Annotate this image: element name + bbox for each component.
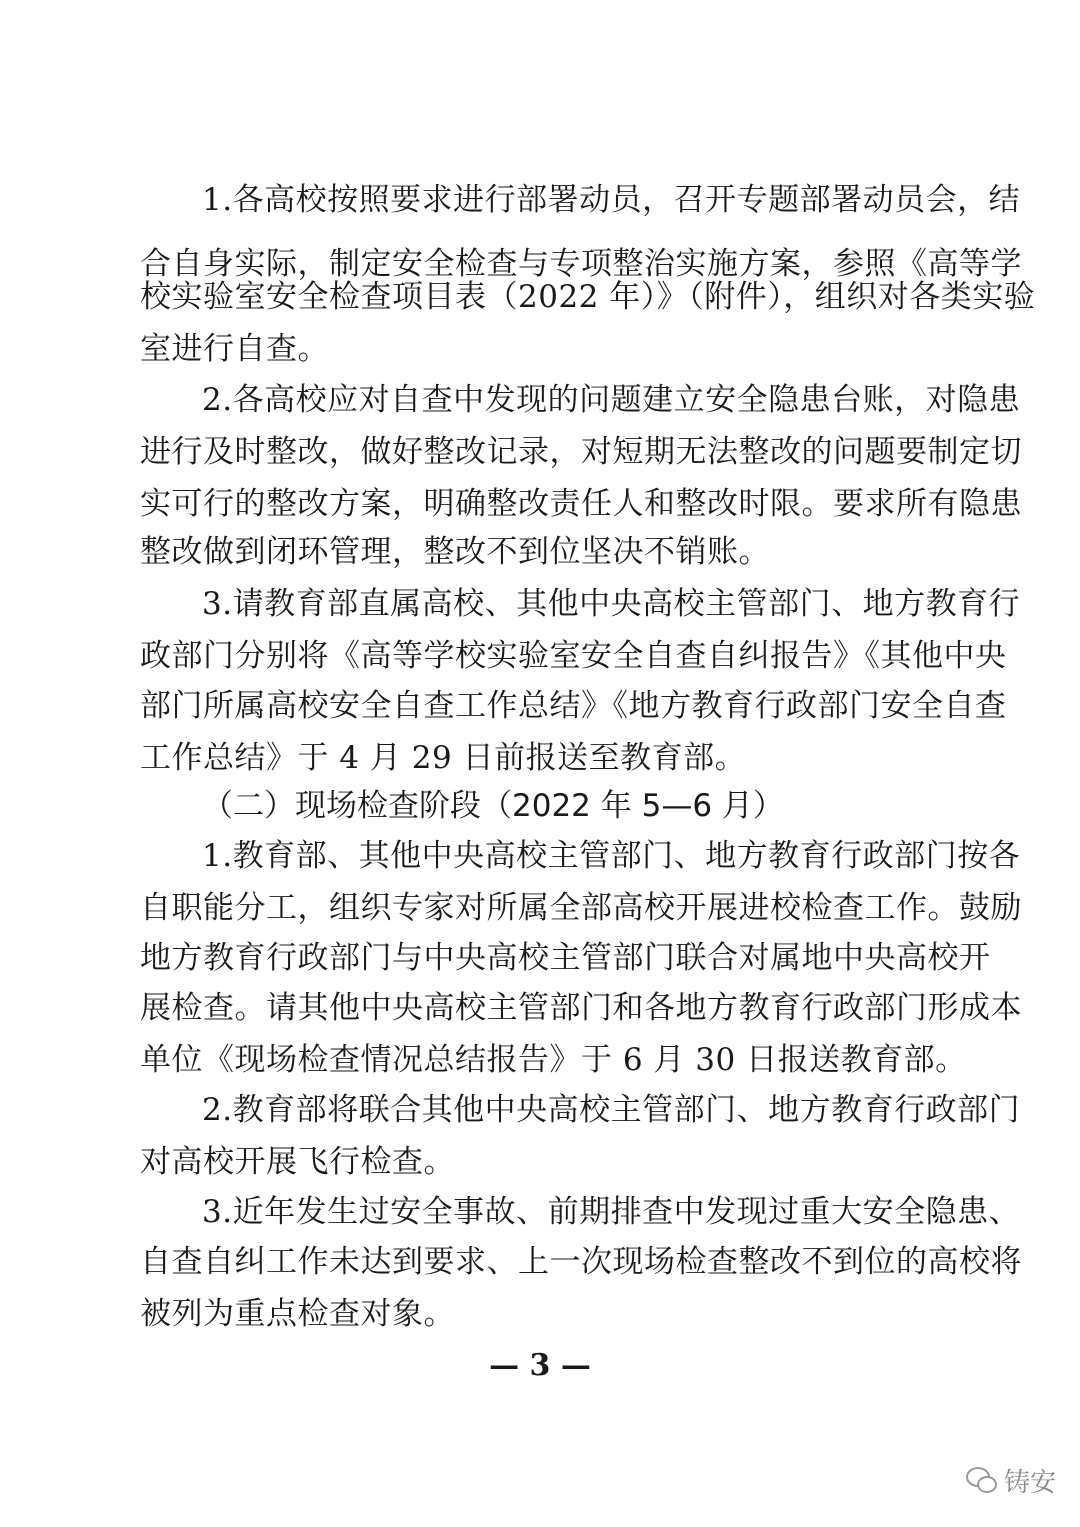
wechat-icon [966, 1467, 996, 1493]
text-line: 校实验室安全检查项目表（2022 年）》（附件），组织对各类实验 [140, 279, 1036, 315]
text-line: 室进行自查。 [140, 331, 329, 367]
watermark [966, 1460, 1056, 1500]
text-line: 自查自纠工作未达到要求、上一次现场检查整改不到位的高校将 [140, 1244, 1022, 1280]
text-line: 3.近年发生过安全事故、前期排查中发现过重大安全隐患、 [202, 1194, 1021, 1230]
text-line: 1.教育部、其他中央高校主管部门、地方教育行政部门按各 [202, 838, 1021, 874]
text-line: 3.请教育部直属高校、其他中央高校主管部门、地方教育行 [202, 586, 1021, 622]
text-line: 地方教育行政部门与中央高校主管部门联合对属地中央高校开 [140, 940, 991, 976]
text-line: 实可行的整改方案，明确整改责任人和整改时限。要求所有隐患 [140, 486, 1022, 522]
text-line: 2.各高校应对自查中发现的问题建立安全隐患台账，对隐患 [202, 382, 1021, 418]
text-line: 政部门分别将《高等学校实验室安全自查自纠报告》《其他中央 [140, 638, 1007, 674]
text-line: 进行及时整改，做好整改记录，对短期无法整改的问题要制定切 [140, 434, 1022, 470]
text-line: 合自身实际，制定安全检查与专项整治实施方案，参照《高等学 [140, 246, 1022, 282]
text-line: 单位《现场检查情况总结报告》于 6 月 30 日报送教育部。 [140, 1042, 967, 1078]
text-line: 1.各高校按照要求进行部署动员，召开专题部署动员会，结 [202, 182, 1021, 218]
text-line: 对高校开展飞行检查。 [140, 1144, 455, 1180]
text-line: 自职能分工，组织专家对所属全部高校开展进校检查工作。鼓励 [140, 890, 1022, 926]
text-line: 展检查。请其他中央高校主管部门和各地方教育行政部门形成本 [140, 990, 1022, 1026]
text-line: 部门所属高校安全自查工作总结》《地方教育行政部门安全自查 [140, 688, 1007, 724]
text-line: 工作总结》于 4 月 29 日前报送至教育部。 [140, 740, 747, 776]
section-heading: （二）现场检查阶段（2022 年 5—6 月） [202, 788, 784, 824]
watermark-label: 铸安 [1004, 1467, 1057, 1498]
text-line: 被列为重点检查对象。 [140, 1296, 455, 1332]
page-number: — 3 — [489, 1348, 591, 1383]
text-line: 整改做到闭环管理，整改不到位坚决不销账。 [140, 534, 770, 570]
text-line: 2.教育部将联合其他中央高校主管部门、地方教育行政部门 [202, 1092, 1021, 1128]
